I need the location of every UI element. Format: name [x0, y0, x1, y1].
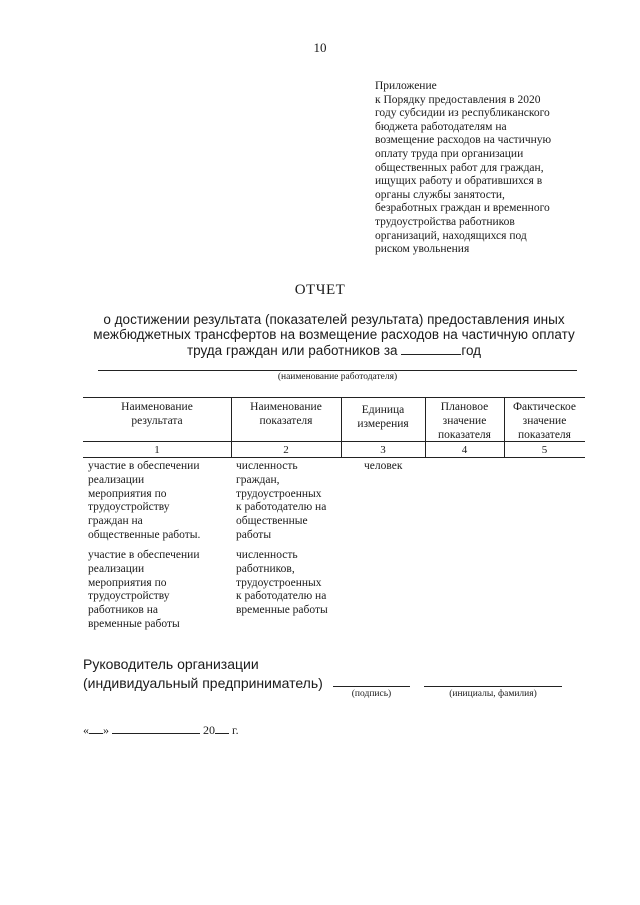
date-line: [83, 722, 239, 738]
header-text: Наименование: [121, 401, 193, 413]
cell-line: общественные работы.: [88, 528, 201, 541]
cell-line: к работодателю на: [236, 501, 327, 514]
subject-line-2: межбюджетных трансфертов на возмещение расходов на частичную оплату: [93, 326, 575, 342]
column-number: 4: [461, 444, 468, 456]
cell-line: участие в обеспечении: [88, 549, 200, 561]
table-top-rule: [83, 397, 585, 398]
header-unit: [341, 403, 425, 431]
signature-caption: (подпись): [351, 689, 392, 699]
header-text: показателя: [518, 429, 571, 441]
cell-line: трудоустройству: [88, 501, 170, 514]
header-text: значение: [522, 415, 567, 427]
employer-name-line[interactable]: [98, 370, 577, 371]
appendix-line: к Порядку предоставления в 2020: [375, 93, 541, 106]
appendix-line: трудоустройства работников: [375, 215, 515, 228]
cell-line: мероприятия по: [88, 487, 167, 500]
appendix-line: ищущих работу и обратившихся в: [375, 175, 543, 188]
table-row-1-unit: человек: [364, 460, 403, 472]
header-text: Плановое: [440, 401, 489, 413]
cell-line: трудоустроенных: [236, 487, 322, 500]
header-text: Единица: [361, 404, 405, 416]
name-caption: (инициалы, фамилия): [449, 689, 537, 699]
appendix-line: общественных работ для граждан,: [375, 161, 544, 174]
signature-block: [83, 655, 323, 693]
cell-line: трудоустроенных: [236, 576, 322, 589]
document-title: ОТЧЕТ: [294, 282, 346, 298]
signature-line[interactable]: [333, 686, 410, 687]
column-number: 2: [283, 444, 289, 456]
column-number: 3: [380, 444, 386, 456]
cell-line: реализации: [88, 473, 145, 486]
column-number: 1: [154, 444, 160, 456]
year-blank[interactable]: [215, 722, 229, 734]
cell-line: общественные: [236, 515, 308, 528]
appendix-line: организаций, находящихся под: [375, 229, 527, 242]
number-row-rule: [83, 457, 585, 458]
header-text: показателя: [259, 415, 313, 427]
header-text: результата: [131, 415, 183, 427]
cell-line: к работодателю на: [236, 590, 327, 603]
cell-line: временные работы: [88, 617, 180, 630]
subject-line-3: [83, 342, 585, 359]
employer-caption: (наименование работодателя): [277, 372, 398, 382]
appendix-line: году субсидии из республиканского: [375, 107, 550, 120]
appendix-line: безработных граждан и временного: [375, 202, 550, 215]
header-planned-value: [425, 400, 504, 442]
header-text: Наименование: [250, 401, 322, 413]
cell-line: работы: [236, 528, 272, 541]
subject-line-1: о достижении результата (показателей результата) предоставления иных: [103, 312, 565, 327]
signatory-title-line-1: Руководитель организации: [83, 656, 259, 672]
header-indicator-name: [231, 400, 341, 428]
column-number: 5: [541, 444, 548, 456]
appendix-line: возмещение расходов на частичную: [375, 134, 552, 147]
appendix-line: оплату труда при организации: [375, 147, 524, 160]
cell-line: работников на: [88, 604, 158, 617]
appendix-block: [375, 80, 590, 257]
cell-line: работников,: [236, 562, 295, 575]
period-blank[interactable]: [401, 342, 461, 355]
cell-line: численность: [236, 460, 298, 472]
cell-line: реализации: [88, 562, 145, 575]
appendix-line: бюджета работодателям на: [375, 120, 507, 133]
appendix-line: органы службы занятости,: [375, 188, 505, 201]
header-actual-value: [504, 400, 585, 442]
table-row-2-indicator: [236, 549, 328, 618]
cell-line: участие в обеспечении: [88, 460, 200, 472]
day-blank[interactable]: [89, 722, 103, 734]
page-number: 10: [313, 40, 327, 55]
cell-line: граждан на: [88, 515, 143, 528]
table-row-1-indicator: [236, 460, 326, 543]
cell-line: мероприятия по: [88, 576, 167, 589]
date-quote-close: »: [103, 723, 109, 737]
appendix-line: Приложение: [375, 80, 437, 92]
table-row-1-result: [88, 460, 200, 543]
signatory-title-line-2: (индивидуальный предприниматель): [83, 675, 323, 691]
date-year-suffix: г.: [232, 723, 239, 737]
date-year-prefix: 20: [203, 723, 215, 737]
header-result-name: [83, 400, 231, 428]
header-text: Фактическое: [512, 401, 577, 413]
header-text: показателя: [438, 429, 491, 441]
appendix-line: риском увольнения: [375, 243, 470, 256]
subject-line-3-text: труда граждан или работников за: [186, 343, 398, 358]
cell-line: граждан,: [236, 473, 280, 486]
cell-line: временные работы: [236, 604, 328, 617]
header-text: измерения: [357, 418, 409, 430]
cell-line: трудоустройству: [88, 590, 170, 603]
report-subject: [83, 313, 585, 359]
subject-line-3-year: год: [461, 343, 482, 358]
table-row-2-result: [88, 549, 199, 632]
name-line[interactable]: [424, 686, 562, 687]
month-blank[interactable]: [112, 722, 200, 734]
header-text: значение: [442, 415, 487, 427]
cell-line: численность: [236, 549, 298, 561]
date-quote-open: «: [83, 723, 89, 737]
